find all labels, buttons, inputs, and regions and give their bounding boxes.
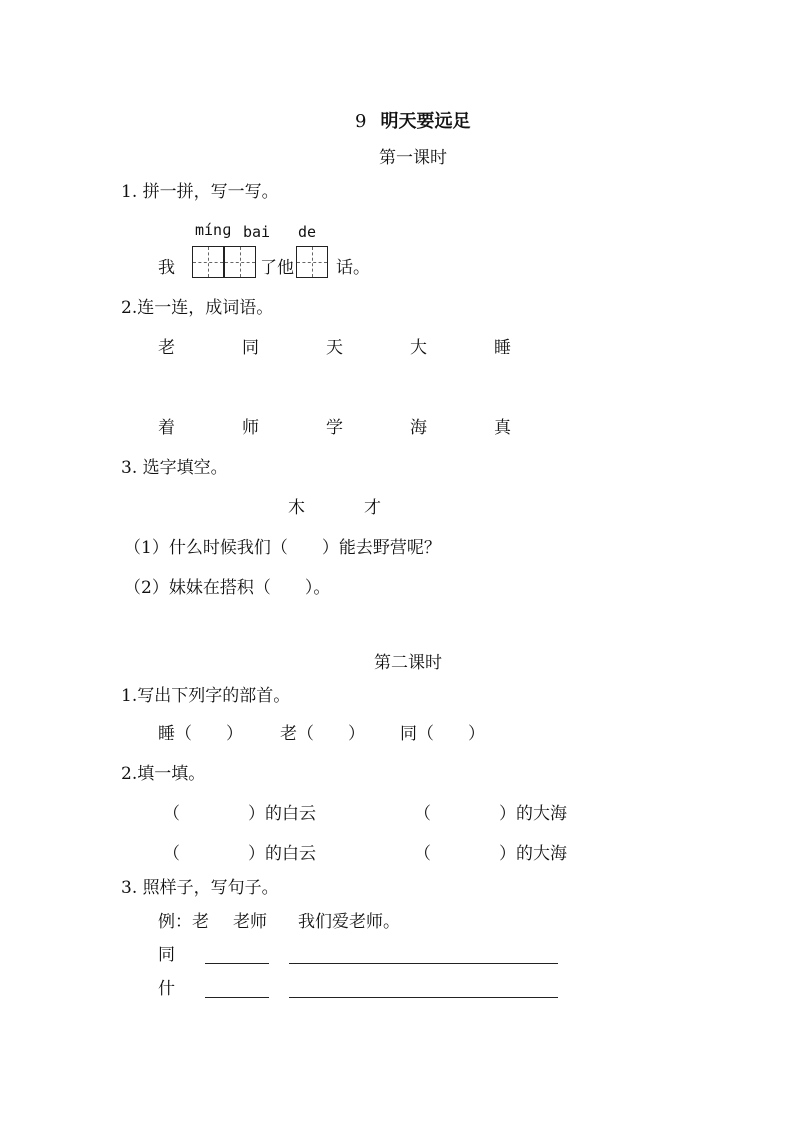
write-box-2[interactable]: [224, 246, 256, 278]
pinyin-bai: bai: [243, 223, 271, 241]
match-top-3: 天: [326, 338, 343, 358]
fill-mid-text: 了他: [260, 258, 294, 278]
radical-item-1: 睡（ ）: [158, 724, 243, 744]
lesson-number: 9: [355, 111, 367, 132]
question-3-prompt: 3. 选字填空。: [121, 458, 228, 478]
practice-char-1: 同: [158, 945, 175, 965]
pinyin-ming: mínɡ: [195, 221, 232, 239]
match-top-4: 大: [410, 338, 427, 358]
match-top-1: 老: [158, 338, 175, 358]
practice-char-2: 什: [158, 979, 175, 999]
write-box-1[interactable]: [192, 246, 224, 278]
phrase-2-2: （ ）的大海: [414, 844, 567, 864]
match-top-5: 睡: [494, 338, 511, 358]
match-bottom-2: 师: [242, 418, 259, 438]
word-blank-2[interactable]: [205, 997, 269, 998]
page-title: [355, 111, 470, 133]
fill-item-2: （2）妹妹在搭积（ ）。: [124, 578, 331, 598]
example-label: 例：老: [158, 912, 209, 932]
choice-1: 木: [288, 498, 305, 518]
radical-item-3: 同（ ）: [400, 724, 485, 744]
sentence-blank-1[interactable]: [289, 963, 558, 964]
l2-question-3-prompt: 3. 照样子，写句子。: [121, 878, 279, 898]
example-sentence: 我们爱老师。: [298, 912, 400, 932]
lesson-title: 明天要远足: [380, 111, 471, 132]
fill-pre-text: 我: [158, 258, 175, 278]
match-top-2: 同: [242, 338, 259, 358]
example-word: 老师: [233, 912, 267, 932]
l2-question-2-prompt: 2.填一填。: [121, 764, 206, 784]
match-bottom-5: 真: [494, 418, 511, 438]
write-box-3[interactable]: [296, 246, 328, 278]
match-bottom-1: 着: [158, 418, 175, 438]
match-bottom-4: 海: [410, 418, 427, 438]
phrase-2-1: （ ）的白云: [163, 844, 316, 864]
phrase-1-1: （ ）的白云: [163, 804, 316, 824]
section-heading-lesson2: 第二课时: [374, 653, 442, 673]
sentence-blank-2[interactable]: [289, 997, 558, 998]
radical-item-2: 老（ ）: [280, 724, 365, 744]
fill-item-1: （1）什么时候我们（ ）能去野营呢？: [124, 538, 441, 558]
l2-question-1-prompt: 1.写出下列字的部首。: [121, 686, 291, 706]
question-1-prompt: 1. 拼一拼，写一写。: [121, 182, 279, 202]
choice-2: 才: [364, 498, 381, 518]
section-heading-lesson1: 第一课时: [379, 148, 447, 168]
match-bottom-3: 学: [326, 418, 343, 438]
phrase-1-2: （ ）的大海: [414, 804, 567, 824]
fill-post-text: 话。: [336, 258, 370, 278]
pinyin-de: de: [298, 223, 317, 241]
word-blank-1[interactable]: [205, 963, 269, 964]
question-2-prompt: 2.连一连，成词语。: [121, 298, 274, 318]
